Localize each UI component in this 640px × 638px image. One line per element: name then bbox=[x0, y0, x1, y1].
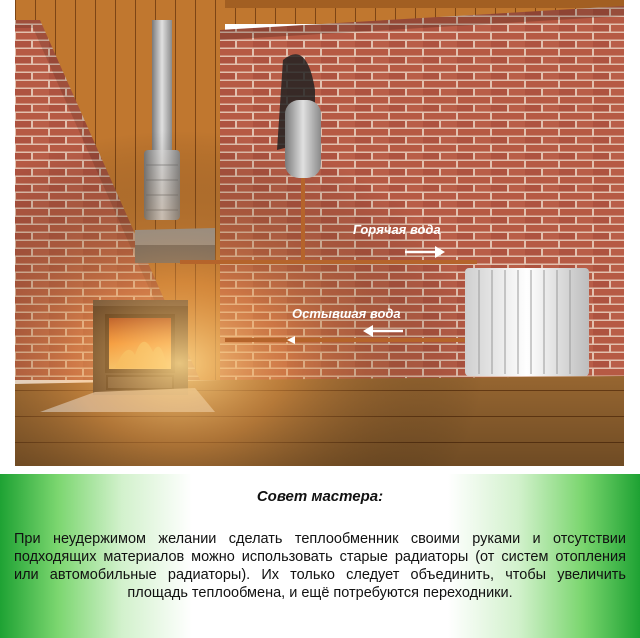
radiator bbox=[465, 268, 589, 376]
tip-title: Совет мастера: bbox=[256, 488, 384, 505]
tip-body: При неудержимом желании сделать теплообменник своими руками и отсутствии подходящих материалов можно использовать старые радиаторы (от систем отопления или автомобильные радиаторы). Их только следует объединить, чтобы увеличить площадь теплообмена, и ещё потребуются переходники. bbox=[14, 531, 626, 601]
master-tip-panel bbox=[0, 474, 640, 638]
sauna-heat-exchanger-illustration bbox=[15, 0, 624, 466]
hot-water-label: Горячая вода bbox=[353, 222, 441, 237]
cooled-water-label: Остывшая вода bbox=[292, 306, 401, 321]
water-tank bbox=[285, 100, 321, 178]
